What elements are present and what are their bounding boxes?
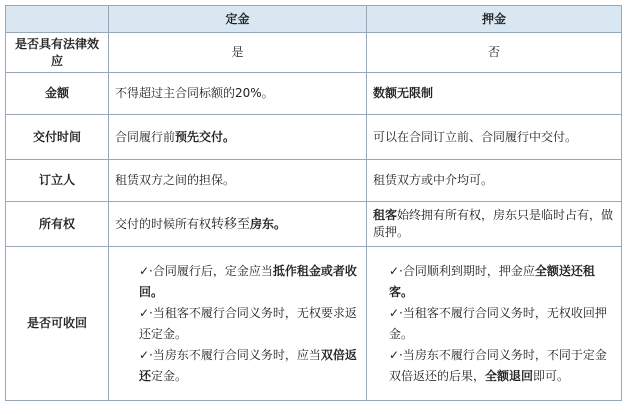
row-amount [6, 73, 622, 115]
cell-parties-deposit: 租赁双方之间的担保。 [109, 160, 367, 202]
row-ownership [6, 202, 622, 247]
row-legal [6, 33, 622, 73]
refund-deposit-item-1 [139, 261, 360, 303]
refund-security-item-1 [389, 261, 615, 303]
row-label-legal: 是否具有法律效应 [6, 33, 109, 73]
cell-ownership-deposit [109, 202, 367, 247]
row-parties [6, 160, 622, 202]
cell-amount-security: 数额无限制 [367, 73, 622, 115]
cell-refund-security [367, 247, 622, 401]
ownership-transfer: 转移至 [211, 216, 251, 232]
row-label-parties: 订立人 [6, 160, 109, 202]
row-label-amount: 金额 [6, 73, 109, 115]
header-row [6, 6, 622, 33]
cell-timing-deposit [109, 115, 367, 160]
ownership-security-text: 始终拥有所有权，房东只是临时占有，做质押。 [373, 208, 614, 239]
row-refund [6, 247, 622, 401]
timing-text: 合同履行前 [115, 129, 176, 144]
refund-text: ✓·当租客不履行合同义务时，无权要求返还定金。 [139, 305, 357, 341]
refund-deposit-item-3 [139, 345, 360, 387]
refund-text: ✓·当房东不履行合同义务时，不同于定金双倍返还的后果， [389, 347, 607, 383]
row-label-ownership: 所有权 [6, 202, 109, 247]
cell-amount-deposit: 不得超过主合同标额的20%。 [109, 73, 367, 115]
ownership-text: 交付的时候所有权 [115, 216, 212, 231]
cell-ownership-security [367, 202, 622, 247]
refund-text: ✓·合同顺利到期时，押金应 [389, 263, 535, 278]
comparison-table [5, 5, 622, 401]
cell-timing-security: 可以在合同订立前、合同履行中交付。 [367, 115, 622, 160]
row-timing [6, 115, 622, 160]
corner-cell [6, 6, 109, 33]
row-label-refund: 是否可收回 [6, 247, 109, 401]
refund-security-item-2 [389, 303, 615, 345]
header-security-deposit: 押金 [367, 6, 622, 33]
refund-emphasis: 全额送还租客。 [389, 263, 595, 299]
header-deposit: 定金 [109, 6, 367, 33]
refund-text: 定金。 [151, 368, 188, 383]
row-label-timing: 交付时间 [6, 115, 109, 160]
cell-legal-security: 否 [367, 33, 622, 73]
refund-text: 即可。 [533, 368, 570, 383]
cell-legal-deposit: 是 [109, 33, 367, 73]
cell-parties-security: 租赁双方或中介均可。 [367, 160, 622, 202]
timing-emphasis: 预先交付。 [175, 129, 236, 144]
refund-emphasis: 双倍返还 [139, 347, 357, 383]
refund-text: ✓·当房东不履行合同义务时，应当 [139, 347, 321, 362]
refund-text: ✓·合同履行后，定金应当 [139, 263, 273, 278]
ownership-tenant: 租客 [373, 208, 398, 222]
refund-security-item-3 [389, 345, 615, 387]
refund-emphasis: 抵作租金或者收回。 [139, 263, 357, 299]
ownership-landlord: 房东。 [250, 216, 287, 231]
refund-deposit-item-2 [139, 303, 360, 345]
refund-text: ✓·当租客不履行合同义务时，无权收回押金。 [389, 305, 607, 341]
refund-emphasis: 全额退回 [485, 368, 534, 383]
cell-refund-deposit [109, 247, 367, 401]
